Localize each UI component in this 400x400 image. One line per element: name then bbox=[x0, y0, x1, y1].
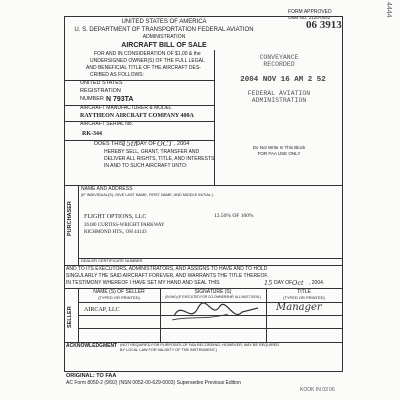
department-heading: U. S. DEPARTMENT OF TRANSPORTATION FEDERAL AVIATION bbox=[74, 27, 254, 33]
acknowledgment-text-2: BY LOCAL LAW FOR VALIDITY OF THE INSTRUMENT.) bbox=[120, 348, 217, 352]
signature-header: SIGNATURE (S) bbox=[194, 289, 232, 295]
form-approved-label: FORM APPROVED bbox=[288, 9, 332, 15]
do-not-write-note: Do Not Write In This Block bbox=[252, 145, 306, 150]
scan-code: KOOK IN 03 06 bbox=[300, 387, 335, 393]
consideration-line-1: FOR AND IN CONSIDERATION OF $1.00 & the bbox=[94, 51, 201, 57]
date-stamp: 2004 NOV 16 AM 2 52 bbox=[240, 76, 326, 84]
omb-number: OMB NO. 2120-0042 bbox=[288, 15, 331, 20]
faa-stamp-line-2: ADMINISTRATION bbox=[251, 97, 307, 105]
title-header: TITLE bbox=[297, 289, 311, 295]
transfer-month: OCT bbox=[157, 140, 173, 148]
side-mark: 4444 bbox=[385, 2, 392, 18]
name-address-hint: (IF INDIVIDUAL(S), GIVE LAST NAME, FIRST NAME, AND MIDDLE INITIAL.) bbox=[81, 193, 214, 197]
faa-stamp bbox=[224, 90, 334, 104]
transfer-year: , 2004 bbox=[174, 141, 190, 147]
registration-label-2: REGISTRATION bbox=[80, 88, 121, 94]
country-heading: UNITED STATES OF AMERICA bbox=[121, 19, 207, 25]
transfer-line-3: IN AND TO SUCH AIRCRAFT UNTO: bbox=[104, 163, 188, 169]
purchaser-company: FLIGHT OPTIONS, LLC bbox=[84, 214, 147, 220]
conveyance-stamp bbox=[224, 54, 334, 68]
day-of-label: DAY OF bbox=[136, 141, 156, 147]
signature-sub: (IN INK) (IF EXECUTED FOR CO-OWNERSHIP, ALL MUST SIGN.) bbox=[165, 295, 261, 299]
transfer-day: 15th bbox=[122, 140, 139, 148]
seller-signature bbox=[168, 298, 264, 326]
document-number: 06 3913 bbox=[306, 19, 342, 31]
testimony-day-of: DAY OF bbox=[274, 280, 293, 286]
consideration-line-2: UNDERSIGNED OWNER(S) OF THE FULL LEGAL bbox=[90, 58, 205, 64]
seller-name-value: AIRCAP, LLC bbox=[84, 307, 120, 313]
consideration-line-4: CRIBED AS FOLLOWS: bbox=[90, 72, 144, 78]
faa-stamp-line-1: FEDERAL AVIATION bbox=[247, 90, 311, 97]
seller-title-value: Manager bbox=[276, 302, 322, 313]
administration-heading: ADMINISTRATION bbox=[142, 34, 186, 40]
serial-label: AIRCRAFT SERIAL No. bbox=[80, 121, 134, 127]
testimony-day: 15 bbox=[264, 279, 273, 287]
conveyance-stamp-line-1: CONVEYANCE bbox=[259, 54, 299, 61]
faa-use-note: FOR FAA USE ONLY bbox=[257, 151, 301, 156]
dealer-cert-label: DEALER CERTIFICATE NUMBER bbox=[81, 258, 143, 263]
conveyance-stamp-line-2: RECORDED bbox=[263, 61, 295, 69]
manufacturer-value: RAYTHEON AIRCRAFT COMPANY 400A bbox=[80, 113, 194, 119]
seller-name-sub: (TYPED OR PRINTED) bbox=[98, 295, 140, 300]
name-address-label: NAME AND ADDRESS bbox=[81, 186, 133, 192]
seller-side-label: SELLER bbox=[67, 306, 73, 328]
serial-value: RK-344 bbox=[82, 131, 102, 137]
warranty-line-1: AND TO ITS EXECUTORS, ADMINISTRATORS, AND ASSIGNS TO HAVE AND TO HOLD bbox=[66, 266, 268, 272]
registration-number-label: NUMBER bbox=[80, 96, 104, 102]
form-number: AC Form 8050-2 (9/92) (NSN 0052-00-629-0003) Supersedes Previous Edition bbox=[66, 380, 241, 386]
purchaser-city: RICHMOND HTS., OH 44143 bbox=[84, 230, 147, 235]
manufacturer-label: AIRCRAFT MANUFACTURER & MODEL bbox=[80, 105, 172, 111]
transfer-line-1: HEREBY SELL, GRANT, TRANSFER AND bbox=[104, 149, 200, 155]
acknowledgment-text: (NOT REQUIRED FOR PURPOSES OF FAA RECORDING: HOWEVER, MAY BE REQUIRED bbox=[120, 343, 280, 347]
testimony-month: Oct bbox=[292, 279, 304, 287]
seller-name-header: NAME (S) OF SELLER bbox=[93, 289, 145, 295]
title-sub: (TYPED OR PRINTED) bbox=[283, 295, 325, 300]
registration-number-value: N 793TA bbox=[106, 96, 134, 103]
testimony-line: IN TESTIMONY WHEREOF I HAVE SET MY HAND AND SEAL THIS bbox=[66, 280, 220, 286]
warranty-line-2: SINGULARLY THE SAID AIRCRAFT FOREVER, AND WARRANTS THE TITLE THEREOF. bbox=[66, 273, 269, 279]
consideration-line-3: AND BENEFICIAL TITLE OF THE AIRCRAFT DES- bbox=[86, 65, 201, 71]
testimony-year: , 2004. bbox=[309, 280, 325, 286]
form-title: AIRCRAFT BILL OF SALE bbox=[121, 42, 207, 49]
does-this-label: DOES THIS bbox=[94, 141, 124, 147]
original-to-faa: ORIGINAL: TO FAA bbox=[66, 373, 117, 379]
transfer-line-2: DELIVER ALL RIGHTS, TITLE, AND INTERESTS bbox=[104, 156, 215, 162]
purchaser-side-label: PURCHASER bbox=[67, 201, 73, 236]
registration-label-1: UNITED STATES bbox=[80, 80, 123, 86]
bill-of-sale-form bbox=[64, 16, 342, 372]
acknowledgment-label: ACKNOWLEDGMENT bbox=[66, 343, 118, 349]
purchaser-street: 26180 CURTISS-WRIGHT PARKWAY bbox=[84, 223, 165, 228]
purchaser-share: 12.50% OF 100% bbox=[214, 213, 254, 219]
